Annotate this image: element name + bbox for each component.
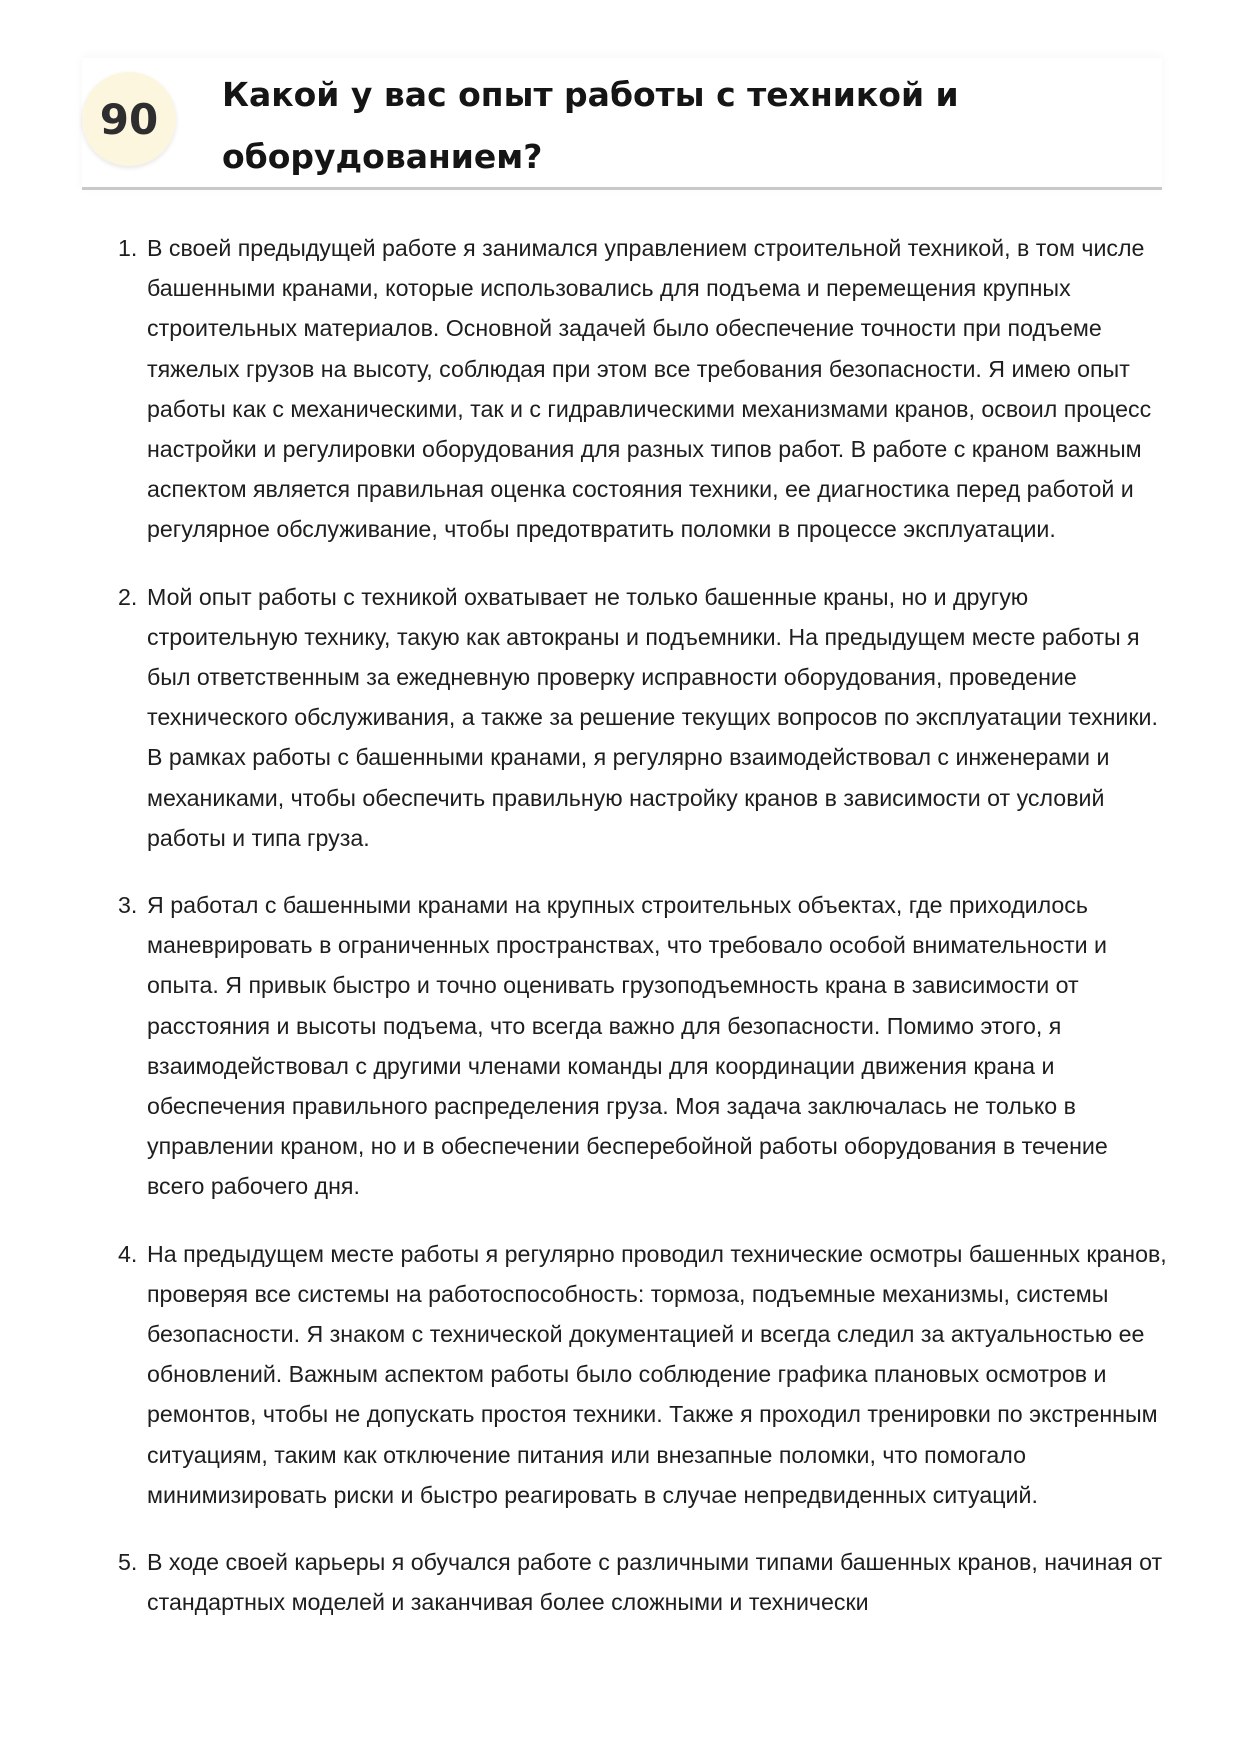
answer-number: 1. [118,235,138,261]
answer-item-5 [105,1542,1170,1622]
answer-text: Мой опыт работы с техникой охватывает не только башенные краны, но и другую строительную технику, такую как автокраны и подъемники. На предыдущем месте работы я был ответственным за ежедневную проверку исправности оборудования, проведение технического обслуживания, а также за решение текущих вопросов по эксплуатации техники. В рамках работы с башенными кранами, я регулярно взаимодействовал с инженерами и механиками, чтобы обеспечить правильную настройку кранов в зависимости от условий работы и типа груза. [147,583,1158,851]
answer-text: В своей предыдущей работе я занимался управлением строительной техникой, в том числе башенными кранами, которые использовались для подъема и перемещения крупных строительных материалов. Основной задачей было обеспечение точности при подъеме тяжелых грузов на высоту, соблюдая при этом все требования безопасности. Я имею опыт работы как с механическими, так и с гидравлическими механизмами кранов, освоил процесс настройки и регулировки оборудования для разных типов работ. В работе с краном важным аспектом является правильная оценка состояния техники, ее диагностика перед работой и регулярное обслуживание, чтобы предотвратить поломки в процессе эксплуатации. [147,235,1152,543]
answer-item-3 [105,885,1170,1207]
question-title: Какой у вас опыт работы с техникой и оборудованием? [222,75,959,176]
answer-item-1 [105,228,1170,550]
answer-list [105,228,1170,1650]
answer-number: 3. [118,892,138,919]
question-header [82,58,1162,190]
answer-text: На предыдущем месте работы я регулярно проводил технические осмотры башенных кранов, проверяя все системы на работоспособность: тормоза, подъемные механизмы, системы безопасности. Я знаком с технической документацией и всегда следил за актуальностью ее обновлений. Важным аспектом работы было соблюдение графика плановых осмотров и ремонтов, чтобы не допускать простоя техники. Также я проходил тренировки по экстренным ситуациям, таким как отключение питания или внезапные поломки, что помогало минимизировать риски и быстро реагировать в случае непредвиденных ситуаций. [147,1240,1167,1508]
answer-text: Я работал с башенными кранами на крупных строительных объектах, где приходилось маневрировать в ограниченных пространствах, что требовало особой внимательности и опыта. Я привык быстро и точно оценивать грузоподъемность крана в зависимости от расстояния и высоты подъема, что всегда важно для безопасности. Помимо этого, я взаимодействовал с другими членами команды для координации движения крана и обеспечения правильного распределения груза. Моя задача заключалась не только в управлении краном, но и в обеспечении бесперебойной работы оборудования в течение всего рабочего дня. [147,892,1108,1200]
answer-number: 2. [118,583,138,610]
answer-item-4 [105,1234,1170,1515]
answer-number: 5. [118,1549,138,1576]
answer-item-2 [105,577,1170,858]
answer-text: В ходе своей карьеры я обучался работе с различными типами башенных кранов, начиная от стандартных моделей и заканчивая более сложными и технически [147,1549,1163,1616]
answer-number: 4. [118,1240,138,1267]
question-number-badge: 90 [82,72,176,166]
